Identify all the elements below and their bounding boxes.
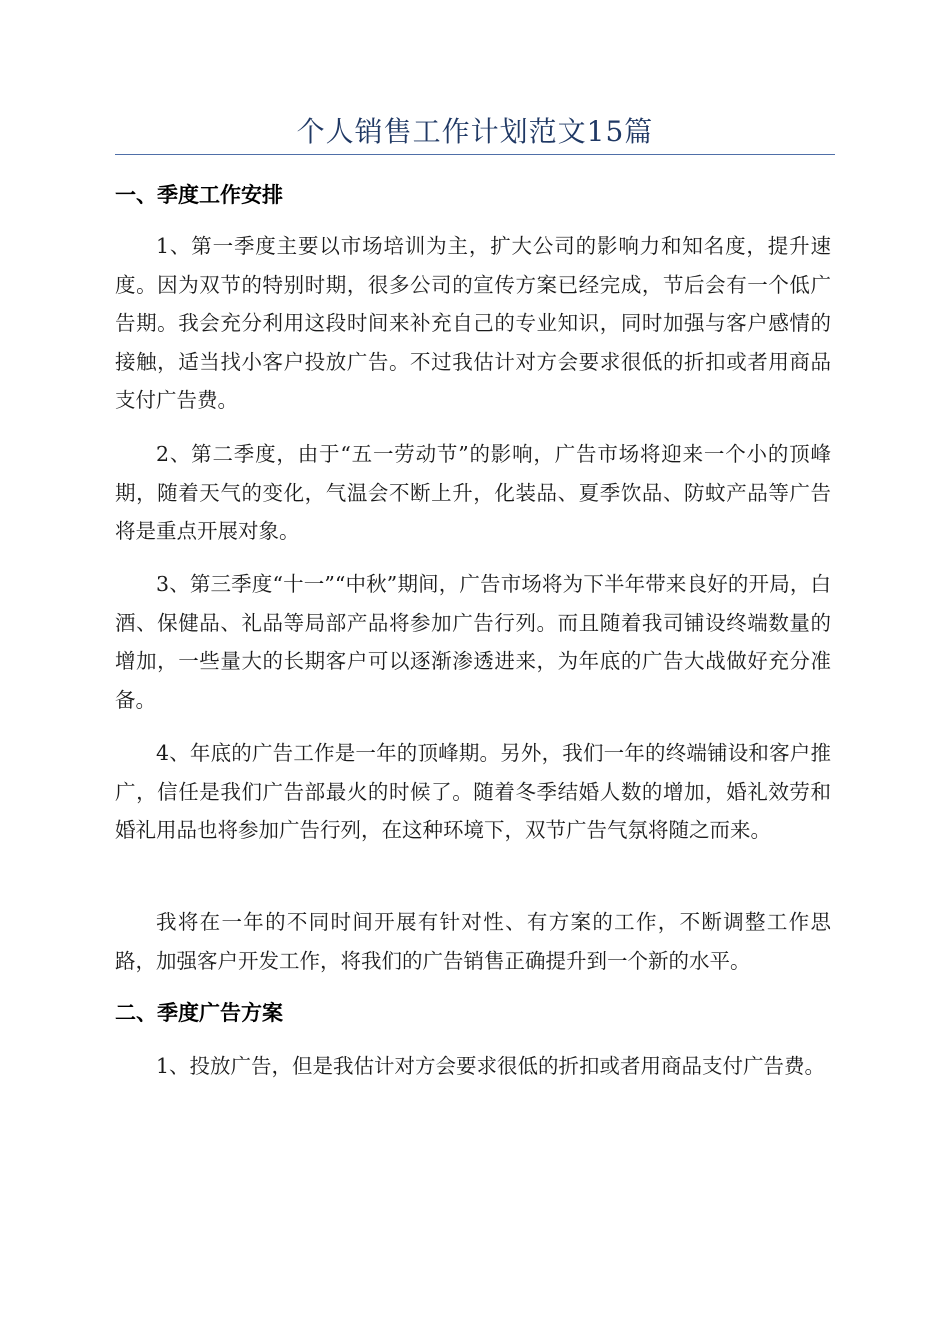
- paragraph-q2: 2、第二季度，由于“五一劳动节”的影响，广告市场将迎来一个小的顶峰期，随着天气的变化，气温会不断上升，化装品、夏季饮品、防蚊产品等广告将是重点开展对象。: [115, 442, 831, 544]
- title-underline: [115, 154, 835, 155]
- section-heading-ad-plan: 二、季度广告方案: [115, 1001, 283, 1025]
- paragraph-summary: 我将在一年的不同时间开展有针对性、有方案的工作，不断调整工作思路，加强客户开发工作，将我们的广告销售正确提升到一个新的水平。: [115, 910, 831, 973]
- paragraph-q3: 3、第三季度“十一”“中秋”期间，广告市场将为下半年带来良好的开局，白酒、保健品、礼品等局部产品将参加广告行列。而且随着我司铺设终端数量的增加，一些量大的长期客户可以逐渐渗透进来，为年底的广告大战做好充分准备。: [115, 572, 831, 712]
- paragraph-q1: 1、第一季度主要以市场培训为主，扩大公司的影响力和知名度，提升速度。因为双节的特别时期，很多公司的宣传方案已经完成，节后会有一个低广告期。我会充分利用这段时间来补充自己的专业知识，同时加强与客户感情的接触，适当找小客户投放广告。不过我估计对方会要求很低的折扣或者用商品支付广告费。: [115, 234, 831, 413]
- paragraph-ad-placement: 1、投放广告，但是我估计对方会要求很低的折扣或者用商品支付广告费。: [156, 1054, 826, 1078]
- paragraph-q4: 4、年底的广告工作是一年的顶峰期。另外，我们一年的终端铺设和客户推广，信任是我们广告部最火的时候了。随着冬季结婚人数的增加，婚礼效劳和婚礼用品也将参加广告行列，在这种环境下，双节广告气氛将随之而来。: [115, 741, 831, 843]
- document-title: 个人销售工作计划范文15篇: [296, 115, 654, 148]
- section-heading-quarterly-plan: 一、季度工作安排: [115, 183, 283, 207]
